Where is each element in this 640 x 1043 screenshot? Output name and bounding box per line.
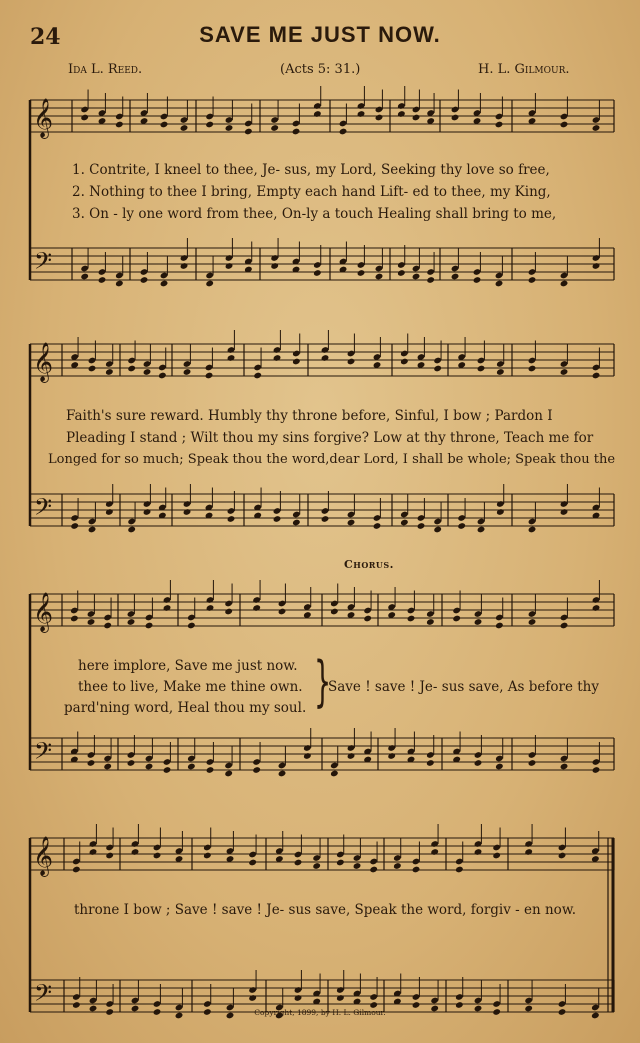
note-head [474, 848, 483, 856]
note-head [203, 852, 212, 860]
note-head [183, 368, 192, 376]
note-head [400, 358, 409, 366]
note-head [495, 763, 504, 771]
bass-clef-icon: 𝄢 [34, 979, 53, 1012]
note-head [592, 372, 601, 380]
note-head [592, 262, 601, 270]
note-head [158, 372, 167, 380]
note-head [294, 994, 303, 1002]
note-head [187, 763, 196, 771]
note-head [433, 526, 442, 534]
hymn-title: SAVE ME JUST NOW. [199, 22, 441, 47]
note-head [278, 770, 287, 778]
note-head [103, 763, 112, 771]
note-head [496, 368, 505, 376]
bass-clef-icon: 𝄢 [34, 737, 53, 770]
note-head [183, 508, 192, 516]
note-head [180, 262, 189, 270]
note-head [88, 365, 97, 373]
note-head [353, 862, 362, 870]
note-head [560, 763, 569, 771]
note-head [248, 859, 257, 867]
note-head [127, 759, 136, 767]
verse3-line2: Longed for so much; Speak thou the word,dear Lord, I shall be whole; Speak thou the [48, 452, 616, 467]
note-head [363, 615, 372, 623]
note-head [397, 110, 406, 118]
note-head [252, 604, 261, 612]
note-head [270, 262, 279, 270]
verse3-line1: 3. On - ly one word from thee, On-ly a touch Healing shall bring to me, [72, 206, 557, 222]
note-head [70, 615, 79, 623]
note-head [115, 280, 124, 288]
note-head [592, 124, 601, 132]
note-head [163, 604, 172, 612]
note-head [205, 280, 214, 288]
note-head [187, 622, 196, 630]
verse-brace-icon: } [314, 650, 332, 713]
note-head [206, 604, 215, 612]
note-head [227, 515, 236, 523]
verse2-line2: Pleading I stand ; Wilt thou my sins forgive? Low at thy throne, Teach me for [66, 430, 594, 446]
chorus-label: Chorus. [344, 558, 395, 571]
note-head [412, 114, 421, 122]
bass-clef-icon: 𝄢 [34, 247, 53, 280]
note-head [206, 766, 215, 774]
note-head [474, 759, 483, 767]
note-head [426, 759, 435, 767]
scripture-reference: (Acts 5: 31.) [280, 62, 361, 77]
note-head [145, 622, 154, 630]
note-head [253, 372, 262, 380]
composer-credit: H. L. Gilmour. [478, 62, 570, 77]
note-head [528, 526, 537, 534]
note-head [163, 766, 172, 774]
note-head [412, 273, 421, 281]
note-head [131, 848, 140, 856]
verse1-line2: Faith's sure reward. Humbly thy throne before, Sinful, I bow ; Pardon I [66, 408, 553, 424]
note-head [560, 280, 569, 288]
note-head [387, 752, 396, 760]
note-head [105, 508, 114, 516]
chorus-line1: Save ! save ! Je- sus save, As before thy [328, 679, 599, 695]
note-head [560, 508, 569, 516]
note-head [313, 269, 322, 277]
note-head [528, 276, 537, 284]
note-head [496, 508, 505, 516]
note-head [412, 866, 421, 874]
note-head [103, 622, 112, 630]
note-head [273, 515, 282, 523]
note-head [369, 866, 378, 874]
note-head [336, 859, 345, 867]
note-head [143, 508, 152, 516]
note-head [373, 522, 382, 530]
note-head [426, 618, 435, 626]
note-head [153, 852, 162, 860]
note-head [347, 752, 356, 760]
note-head [303, 752, 312, 760]
note-head [375, 273, 384, 281]
verse3-line3: pard'ning word, Heal thou my soul. [64, 700, 307, 716]
note-head [321, 354, 330, 362]
note-head [115, 121, 124, 129]
note-head [87, 618, 96, 626]
page-number: 24 [30, 24, 61, 50]
note-head [393, 862, 402, 870]
note-head [224, 608, 233, 616]
note-head [400, 519, 409, 527]
note-head [495, 622, 504, 630]
treble-clef-icon: 𝄞 [33, 98, 54, 138]
note-head [292, 128, 301, 136]
note-head [225, 124, 234, 132]
note-head [528, 759, 537, 767]
note-head [160, 121, 169, 129]
note-head [560, 622, 569, 630]
note-head [426, 276, 435, 284]
note-head [477, 526, 486, 534]
note-head [477, 365, 486, 373]
note-head [433, 365, 442, 373]
note-head [492, 852, 501, 860]
note-head [417, 522, 426, 530]
note-head [495, 280, 504, 288]
note-head [560, 368, 569, 376]
note-head [244, 128, 253, 136]
note-head [273, 354, 282, 362]
note-head [330, 770, 339, 778]
note-head [224, 770, 233, 778]
note-head [347, 358, 356, 366]
note-head [72, 866, 81, 874]
note-head [330, 608, 339, 616]
lyricist-credit: Ida L. Reed. [68, 62, 143, 77]
verse1-line1: 1. Contrite, I kneel to thee, Je- sus, my Lord, Seeking thy love so free, [72, 162, 550, 178]
note-head [278, 608, 287, 616]
note-head [560, 121, 569, 129]
note-head [127, 618, 136, 626]
note-head [592, 604, 601, 612]
note-head [474, 618, 483, 626]
note-head [294, 859, 303, 867]
note-head [451, 273, 460, 281]
note-head [473, 276, 482, 284]
note-head [592, 766, 601, 774]
copyright-notice: Copyright, 1899, by H. L. Gilmour. [254, 1008, 386, 1017]
note-head [127, 365, 136, 373]
verse2-line1: 2. Nothing to thee I bring, Empty each hand Lift- ed to thee, my King, [72, 184, 551, 200]
note-head [312, 862, 321, 870]
treble-clef-icon: 𝄞 [33, 342, 54, 382]
note-head [89, 848, 98, 856]
note-head [127, 526, 136, 534]
treble-clef-icon: 𝄞 [33, 836, 54, 876]
note-head [321, 515, 330, 523]
note-head [252, 766, 261, 774]
note-head [336, 994, 345, 1002]
note-head [70, 522, 79, 530]
note-head [528, 365, 537, 373]
note-head [292, 519, 301, 527]
verse2-line3: thee to live, Make me thine own. [78, 679, 303, 695]
note-head [528, 618, 537, 626]
note-head [495, 121, 504, 129]
note-head [205, 121, 214, 129]
note-head [357, 269, 366, 277]
note-head [397, 269, 406, 277]
bass-clef-icon: 𝄢 [34, 493, 53, 526]
note-head [455, 866, 464, 874]
note-head [80, 114, 89, 122]
note-head [339, 128, 348, 136]
chorus-line2: throne I bow ; Save ! save ! Je- sus save, Speak the word, forgiv - en now. [74, 902, 577, 918]
note-head [160, 280, 169, 288]
note-head [292, 358, 301, 366]
note-head [87, 759, 96, 767]
treble-clef-icon: 𝄞 [33, 592, 54, 632]
note-head [80, 273, 89, 281]
note-head [375, 114, 384, 122]
note-head [313, 110, 322, 118]
note-head [180, 124, 189, 132]
note-head [145, 763, 154, 771]
note-head [227, 354, 236, 362]
note-head [88, 526, 97, 534]
note-head [248, 994, 257, 1002]
note-head [347, 519, 356, 527]
note-head [205, 372, 214, 380]
note-head [98, 276, 107, 284]
note-head [430, 848, 439, 856]
note-head [457, 522, 466, 530]
note-head [143, 368, 152, 376]
note-head [270, 124, 279, 132]
note-head [105, 852, 114, 860]
verse1-line3: here implore, Save me just now. [78, 658, 298, 674]
note-head [105, 368, 114, 376]
note-head [451, 114, 460, 122]
note-head [140, 276, 149, 284]
note-head [407, 615, 416, 623]
note-head [225, 262, 234, 270]
note-head [558, 852, 567, 860]
note-head [524, 848, 533, 856]
note-head [452, 615, 461, 623]
note-head [357, 110, 366, 118]
